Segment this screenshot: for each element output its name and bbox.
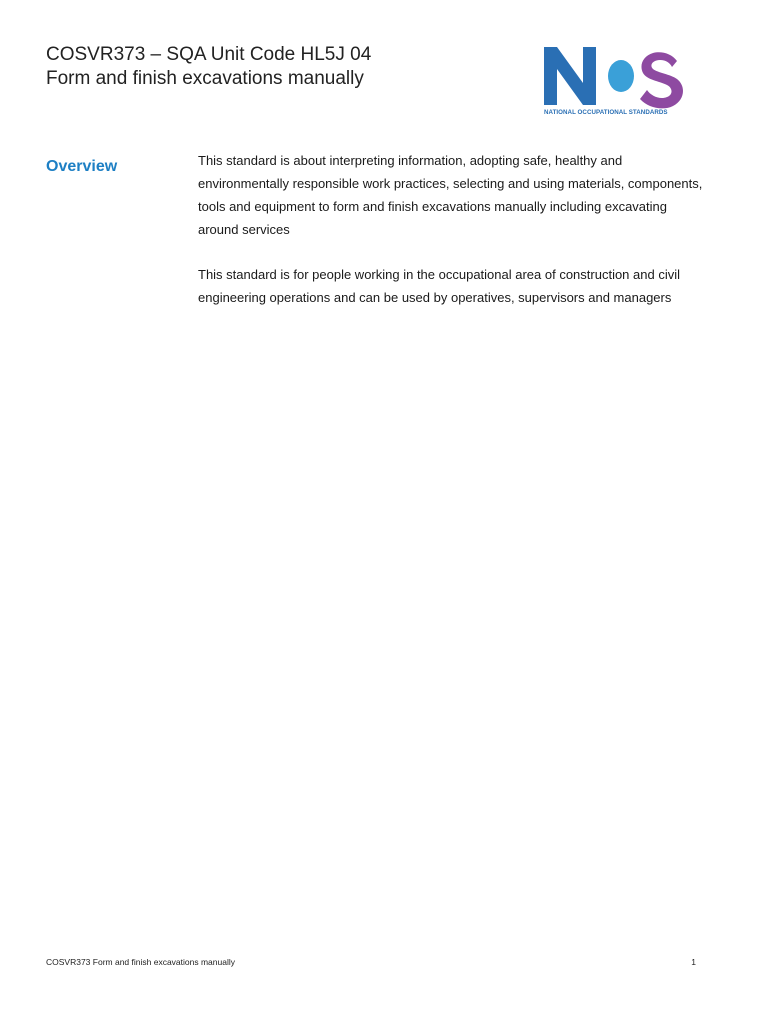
document-title bbox=[46, 43, 486, 91]
nos-logo-mark bbox=[543, 43, 689, 109]
overview-body bbox=[198, 149, 710, 331]
overview-heading: Overview bbox=[46, 158, 118, 175]
nos-logo bbox=[543, 43, 689, 121]
overview-paragraph-2: This standard is for people working in the occupational area of construction and civil engineering operations and can be used by operatives, supervisors and managers bbox=[198, 267, 680, 305]
title-line-code: COSVR373 – SQA Unit Code HL5J 04 bbox=[46, 44, 372, 65]
footer-document-name: COSVR373 Form and finish excavations manually bbox=[46, 957, 235, 967]
title-line-name: Form and finish excavations manually bbox=[46, 68, 364, 89]
overview-paragraph-1: This standard is about interpreting information, adopting safe, healthy and environmentally responsible work practices, selecting and using materials, components, tools and equipment to form and finish excavations manually including excavating around services bbox=[198, 153, 703, 237]
logo-letter-o bbox=[608, 60, 634, 92]
logo-letter-n bbox=[544, 47, 596, 105]
footer-page-number: 1 bbox=[691, 957, 696, 967]
logo-caption: NATIONAL OCCUPATIONAL STANDARDS bbox=[544, 109, 668, 116]
logo-letter-s bbox=[640, 52, 683, 108]
